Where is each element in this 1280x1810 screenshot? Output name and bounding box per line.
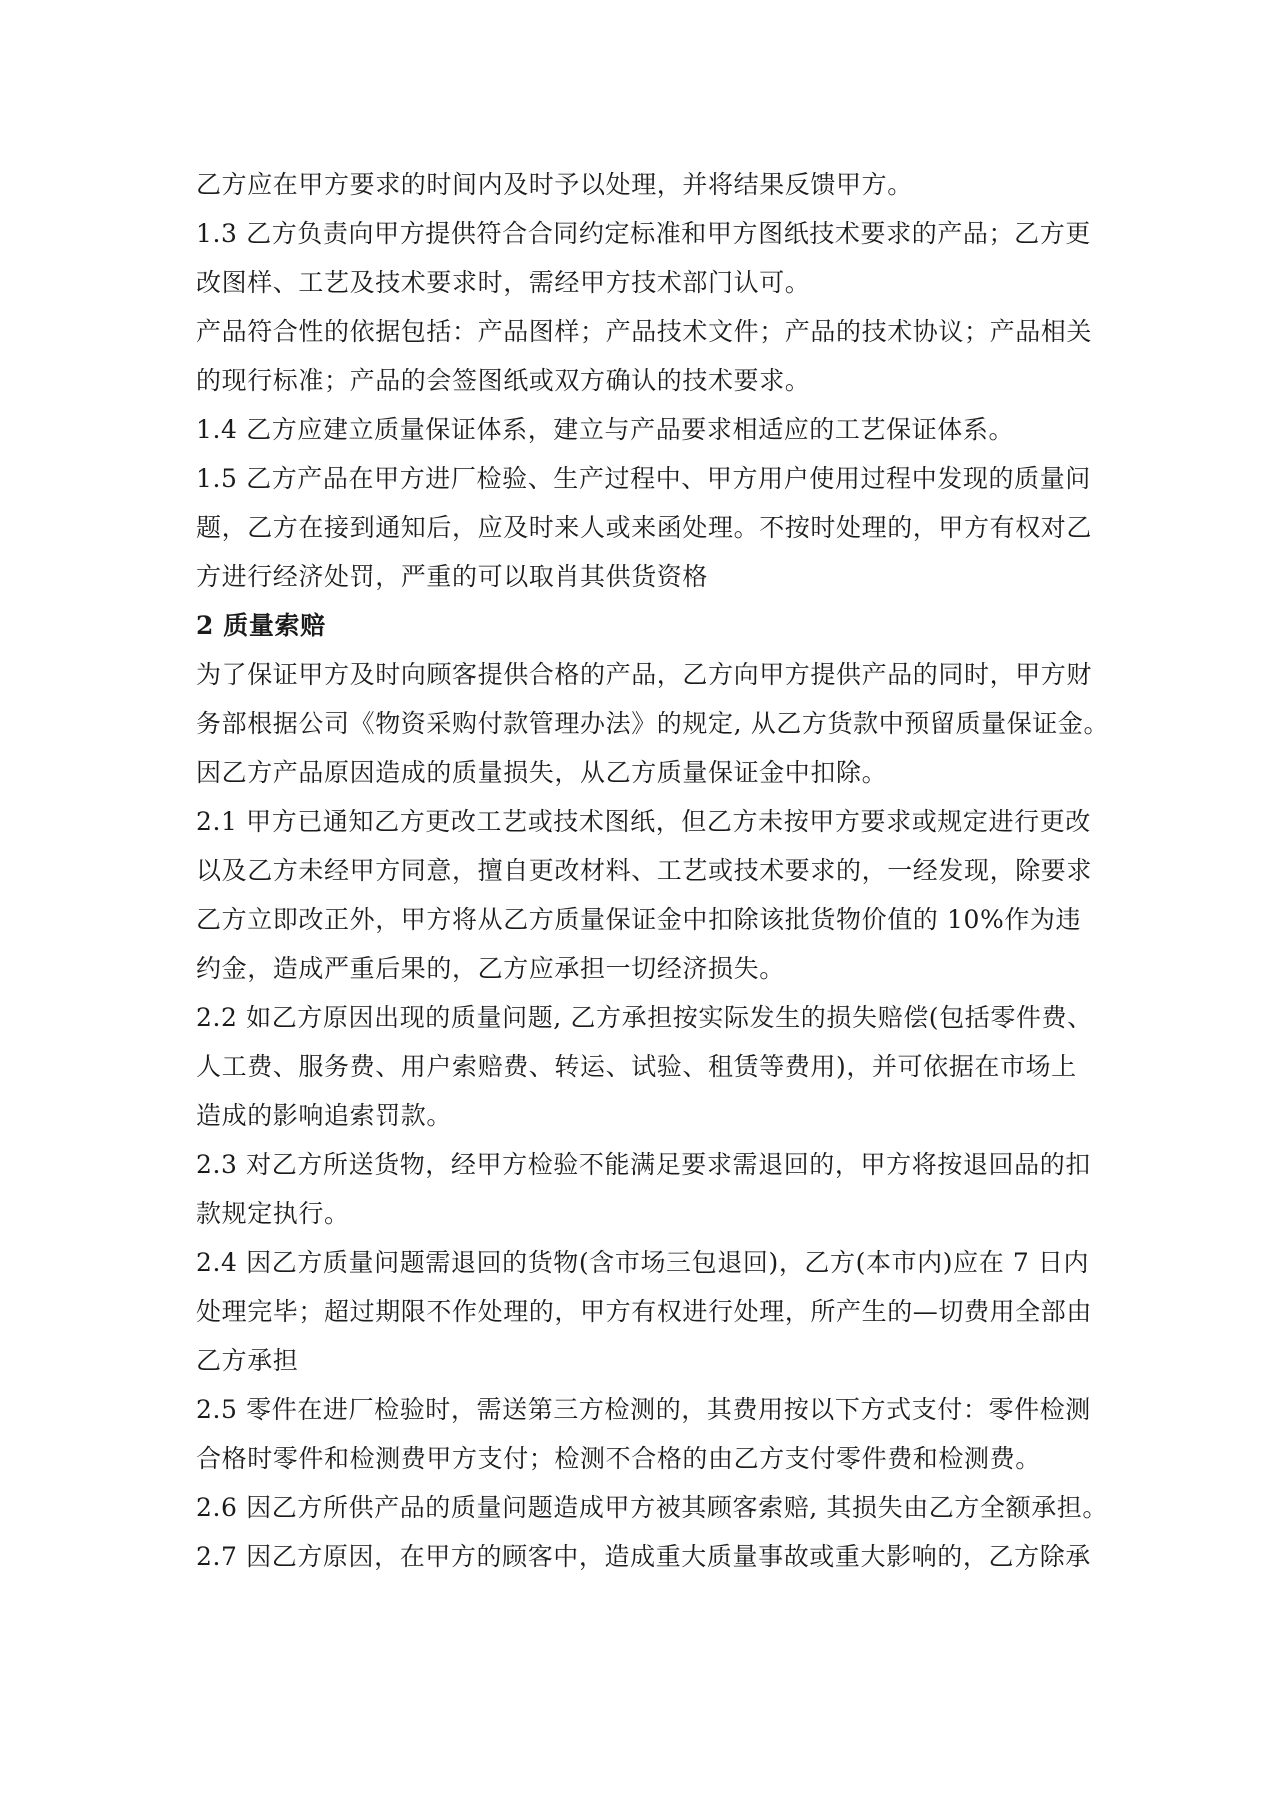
text-line: 2.6 因乙方所供产品的质量问题造成甲方被其顾客索赔, 其损失由乙方全额承担。 bbox=[196, 1493, 1109, 1522]
text-line: 因乙方产品原因造成的质量损失，从乙方质量保证金中扣除。 bbox=[196, 758, 888, 787]
text-line: 2.7 因乙方原因，在甲方的顾客中，造成重大质量事故或重大影响的，乙方除承 bbox=[196, 1542, 1091, 1571]
section-heading: 2 质量索赔 bbox=[196, 611, 326, 640]
text-line: 务部根据公司《物资采购付款管理办法》的规定, 从乙方货款中预留质量保证金。 bbox=[196, 709, 1110, 738]
text-line: 处理完毕；超过期限不作处理的，甲方有权进行处理，所产生的—切费用全部由 bbox=[196, 1297, 1093, 1326]
text-line: 1.3 乙方负责向甲方提供符合合同约定标准和甲方图纸技术要求的产品；乙方更 bbox=[196, 219, 1091, 248]
text-line: 2.3 对乙方所送货物，经甲方检验不能满足要求需退回的，甲方将按退回品的扣 bbox=[196, 1150, 1091, 1179]
text-line: 造成的影响追索罚款。 bbox=[196, 1101, 453, 1130]
text-line: 合格时零件和检测费甲方支付；检测不合格的由乙方支付零件费和检测费。 bbox=[196, 1444, 1041, 1473]
text-line: 以及乙方未经甲方同意，擅自更改材料、工艺或技术要求的，一经发现，除要求 bbox=[196, 856, 1093, 885]
text-line: 为了保证甲方及时向顾客提供合格的产品，乙方向甲方提供产品的同时，甲方财 bbox=[196, 660, 1093, 689]
text-line: 人工费、服务费、用户索赔费、转运、试验、租赁等费用)，并可依据在市场上 bbox=[196, 1052, 1077, 1081]
text-line: 乙方立即改正外，甲方将从乙方质量保证金中扣除该批货物价值的 10%作为违 bbox=[196, 905, 1082, 934]
text-line: 2.1 甲方已通知乙方更改工艺或技术图纸，但乙方未按甲方要求或规定进行更改 bbox=[196, 807, 1091, 836]
text-line: 约金，造成严重后果的，乙方应承担一切经济损失。 bbox=[196, 954, 785, 983]
text-line: 1.5 乙方产品在甲方进厂检验、生产过程中、甲方用户使用过程中发现的质量问 bbox=[196, 464, 1091, 493]
text-line: 产品符合性的依据包括：产品图样；产品技术文件；产品的技术协议；产品相关 bbox=[196, 317, 1093, 346]
text-line: 的现行标准；产品的会签图纸或双方确认的技术要求。 bbox=[196, 366, 811, 395]
text-line: 1.4 乙方应建立质量保证体系，建立与产品要求相适应的工艺保证体系。 bbox=[196, 415, 1015, 444]
text-line: 2.4 因乙方质量问题需退回的货物(含市场三包退回)，乙方(本市内)应在 7 日内 bbox=[196, 1248, 1090, 1277]
text-line: 乙方承担 bbox=[196, 1346, 299, 1375]
text-line: 方进行经济处罚，严重的可以取肖其供货资格 bbox=[196, 562, 709, 591]
text-line: 题，乙方在接到通知后，应及时来人或来函处理。不按时处理的，甲方有权对乙 bbox=[196, 513, 1093, 542]
text-line: 2.2 如乙方原因出现的质量问题, 乙方承担按实际发生的损失赔偿(包括零件费、 bbox=[196, 1003, 1093, 1032]
text-line: 乙方应在甲方要求的时间内及时予以处理，并将结果反馈甲方。 bbox=[196, 170, 913, 199]
text-line: 改图样、工艺及技术要求时，需经甲方技术部门认可。 bbox=[196, 268, 811, 297]
text-line: 款规定执行。 bbox=[196, 1199, 350, 1228]
document-body bbox=[196, 160, 1110, 1581]
text-line: 2.5 零件在进厂检验时，需送第三方检测的，其费用按以下方式支付：零件检测 bbox=[196, 1395, 1091, 1424]
